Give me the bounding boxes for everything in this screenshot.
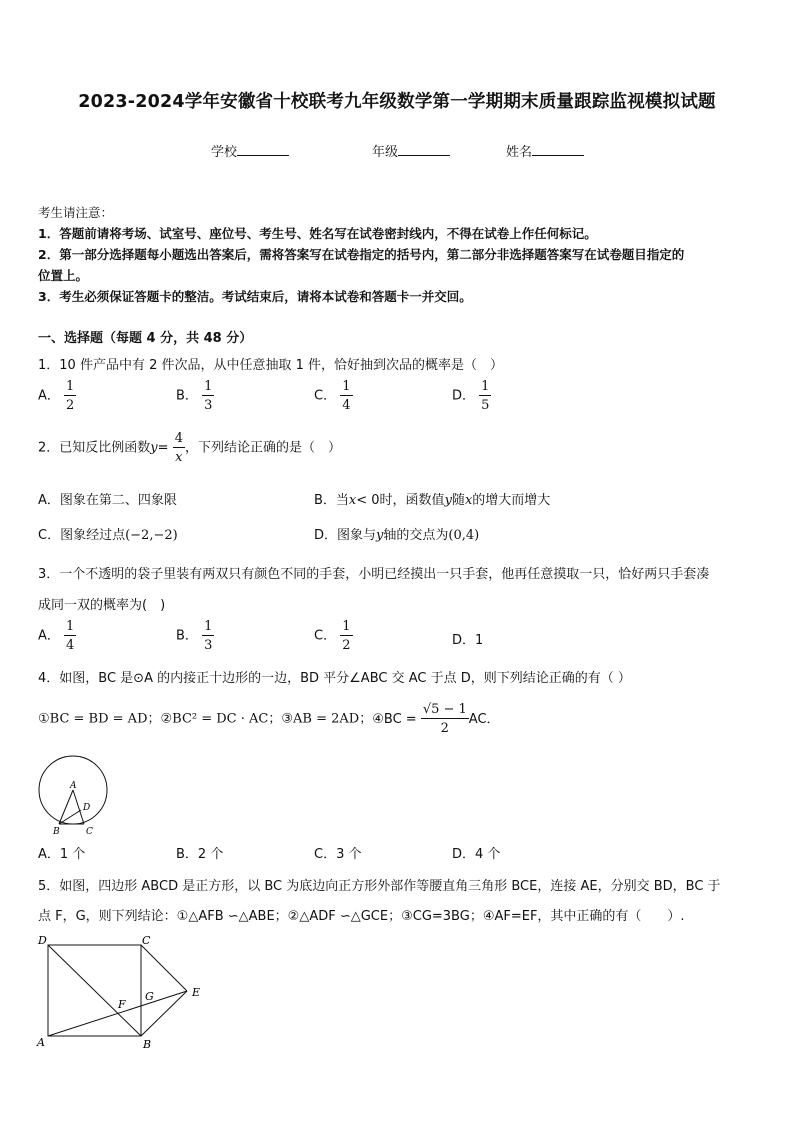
q1-option-a[interactable]: [38, 380, 76, 412]
q3-option-d[interactable]: D．1: [452, 633, 484, 648]
label-g: G: [145, 990, 154, 1003]
q3-stem-line1: 3．一个不透明的袋子里装有两双只有颜色不同的手套，小明已经摸出一只手套，他再任意摸取一只，恰好两只手套凑: [38, 567, 710, 582]
notice-item-2: 2．第一部分选择题每小题选出答案后，需将答案写在试卷指定的括号内，第二部分非选择题答案写在试卷题目指定的: [38, 247, 685, 262]
q2-function-fraction: $\frac{4}{x}$: [174, 431, 183, 465]
q3-option-c[interactable]: C． $\frac{1}{2}$: [314, 619, 351, 653]
name-label: 姓名: [506, 145, 533, 160]
q2-stem: 2．已知反比例函数y= $\frac{4}{x}$ ，下列结论正确的是（ ）: [38, 431, 341, 465]
q4-conclusion-1: ①BC = BD = AD；: [38, 711, 161, 727]
q3-stem-line2: 成同一双的概率为( ): [38, 598, 166, 613]
q2-option-a[interactable]: A．图象在第二、四象限: [38, 493, 177, 508]
q4-option-c[interactable]: C．3 个: [314, 847, 362, 862]
grade-blank: [398, 143, 450, 156]
diagonal-bd: [48, 945, 141, 1036]
segment-ab: [59, 790, 73, 824]
q4-option-a[interactable]: A．1 个: [38, 847, 86, 862]
school-blank: [237, 143, 289, 156]
q1-option-d-fraction: $\frac{1}{5}$: [481, 379, 490, 413]
q1-option-d[interactable]: [452, 380, 491, 412]
label-a: A: [70, 781, 77, 791]
q4-conclusion-3: ③AB = 2AD；: [281, 711, 373, 727]
q4-conclusion-2: ②BC² = DC · AC；: [160, 711, 282, 727]
q5-square-figure: [34, 930, 214, 1052]
label-a: A: [37, 1036, 45, 1049]
q1-option-b-fraction: $\frac{1}{3}$: [204, 379, 213, 413]
notice-item-3: 3．考生必须保证答题卡的整洁。考试结束后，请将本试卷和答题卡一并交回。: [38, 289, 472, 304]
school-label: 学校: [211, 145, 238, 160]
q4-circle-figure: [36, 752, 111, 836]
section-heading: 一、选择题（每题 4 分，共 48 分）: [38, 331, 253, 346]
q4-conclusions: [38, 703, 500, 735]
q3-option-b[interactable]: B． $\frac{1}{3}$: [176, 619, 213, 653]
label-c: C: [86, 827, 93, 836]
q1-option-c[interactable]: [314, 380, 353, 412]
q1-option-d-label: D．: [452, 388, 476, 404]
label-c: C: [142, 934, 151, 947]
segment-ce: [141, 945, 187, 991]
q4-conclusion-4: ④BC = $\frac{√5 - 1}{2}$ AC．: [372, 702, 500, 736]
page-title: 2023-2024学年安徽省十校联考九年级数学第一学期期末质量跟踪监视模拟试题: [78, 92, 716, 112]
grade-field[interactable]: [372, 141, 450, 160]
q3-option-a-fraction: $\frac{1}{4}$: [66, 619, 75, 653]
notice-item-1: 1．答题前请将考场、试室号、座位号、考生号、姓名写在试卷密封线内，不得在试卷上作任何标记。: [38, 226, 597, 241]
label-d: D: [83, 803, 91, 813]
q3-option-a[interactable]: A． $\frac{1}{4}$: [38, 619, 75, 653]
q1-option-b[interactable]: [176, 380, 214, 412]
q2-option-d[interactable]: D．图象与y轴的交点为(0,4): [314, 528, 480, 543]
q4-option-b[interactable]: B．2 个: [176, 847, 224, 862]
q4-stem: 4．如图，BC 是⊙A 的内接正十边形的一边，BD 平分∠ABC 交 AC 于点 D，则下列结论正确的有（ ）: [38, 671, 631, 686]
q1-option-a-label: A．: [38, 388, 60, 404]
q2-option-c[interactable]: C．图象经过点(−2,−2): [38, 528, 178, 543]
q2-option-b[interactable]: B．当x< 0时，函数值y随x的增大而增大: [314, 493, 551, 508]
q3-option-c-fraction: $\frac{1}{2}$: [342, 619, 351, 653]
school-field[interactable]: [211, 141, 289, 160]
q1-option-c-label: C．: [314, 388, 337, 404]
q3-option-b-fraction: $\frac{1}{3}$: [204, 619, 213, 653]
label-f: F: [118, 998, 126, 1011]
name-blank: [532, 143, 584, 156]
notice-item-2-cont: 位置上。: [38, 268, 89, 283]
label-e: E: [192, 986, 201, 999]
name-field[interactable]: [506, 141, 584, 160]
q1-option-a-fraction: $\frac{1}{2}$: [66, 379, 75, 413]
q4-option-d[interactable]: D．4 个: [452, 847, 501, 862]
label-b: B: [143, 1038, 152, 1051]
notice-heading: 考生请注意：: [38, 205, 114, 220]
q1-stem: 1．10 件产品中有 2 件次品，从中任意抽取 1 件，恰好抽到次品的概率是（ ）: [38, 358, 504, 373]
q5-stem-line1: 5．如图，四边形 ABCD 是正方形，以 BC 为底边向正方形外部作等腰直角三角形 BCE，连接 AE，分别交 BD，BC 于: [38, 879, 721, 894]
label-b: B: [53, 827, 60, 836]
q5-stem-line2: 点 F，G，则下列结论：①△AFB ∽△ABE；②△ADF ∽△GCE；③CG=3BG；④AF=EF，其中正确的有（ ）.: [38, 909, 685, 924]
label-d: D: [38, 934, 47, 947]
grade-label: 年级: [372, 145, 399, 160]
q1-option-b-label: B．: [176, 388, 198, 404]
q1-option-c-fraction: $\frac{1}{4}$: [342, 379, 351, 413]
